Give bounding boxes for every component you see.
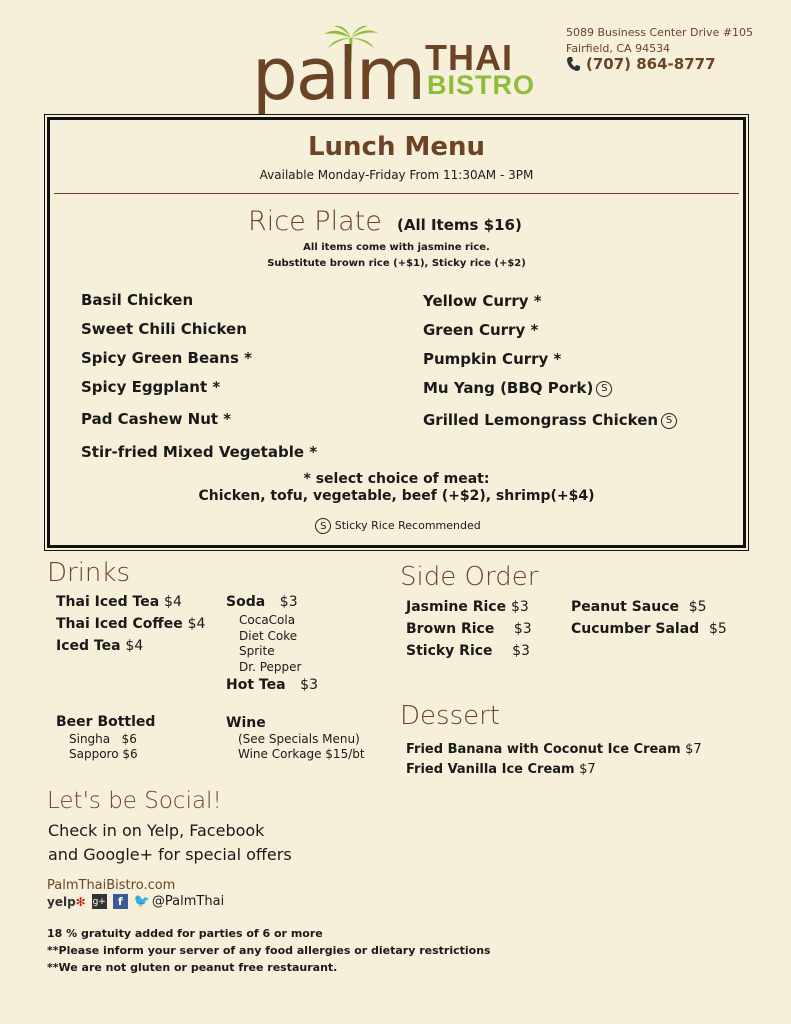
- footer-gluten: **We are not gluten or peanut free restaurant.: [47, 961, 338, 974]
- phone-text: (707) 864-8777: [586, 55, 716, 73]
- side-name: Peanut Sauce: [571, 599, 679, 615]
- address-line2: Fairfield, CA 94534: [566, 42, 671, 55]
- side-item: [406, 643, 530, 659]
- meat-choice-note: * select choice of meat:: [303, 471, 490, 487]
- side-name: Cucumber Salad: [571, 621, 700, 637]
- drink-name: Iced Tea: [56, 638, 121, 654]
- beer-title: Beer Bottled: [56, 714, 156, 730]
- drink-name: Hot Tea: [226, 677, 286, 693]
- phone-number[interactable]: [566, 55, 716, 73]
- drink-price: $3: [279, 594, 298, 610]
- wine-title: Wine: [226, 715, 266, 731]
- menu-item: [423, 379, 612, 397]
- website-link[interactable]: PalmThaiBistro.com: [47, 878, 176, 893]
- footer-allergy: **Please inform your server of any food allergies or dietary restrictions: [47, 944, 491, 957]
- dessert-price: $7: [685, 742, 702, 757]
- sticky-rice-s-icon: S: [661, 413, 677, 429]
- drink-item: [226, 594, 298, 610]
- soda-option: Sprite: [239, 644, 275, 658]
- menu-item: Sweet Chili Chicken: [81, 320, 247, 338]
- side-price: $3: [510, 599, 529, 615]
- drink-item: [56, 594, 182, 610]
- soda-option: CocaCola: [239, 613, 296, 627]
- side-price: $3: [512, 643, 530, 659]
- lunch-menu-title: Lunch Menu: [307, 132, 486, 162]
- drink-name: Soda: [226, 594, 266, 610]
- wine-option: (See Specials Menu): [238, 732, 360, 746]
- side-item: [571, 621, 727, 637]
- side-name: Brown Rice: [406, 621, 495, 637]
- wine-option: Wine Corkage $15/bt: [238, 747, 365, 761]
- side-item: [406, 599, 529, 615]
- side-item: [571, 599, 707, 615]
- twitter-icon: 🐦: [133, 894, 150, 909]
- footer-gratuity: 18 % gratuity added for parties of 6 or more: [47, 927, 323, 940]
- lunch-menu-box: [47, 117, 746, 548]
- menu-item: Pad Cashew Nut *: [81, 410, 232, 428]
- side-name: Sticky Rice: [406, 643, 493, 659]
- dessert-price: $7: [579, 762, 596, 777]
- dessert-title: Dessert: [400, 701, 500, 731]
- logo-thai-text: THAI: [425, 37, 513, 78]
- menu-item: [423, 411, 677, 429]
- drink-price: $3: [300, 677, 318, 693]
- menu-item-label: Grilled Lemongrass Chicken: [423, 411, 659, 429]
- yelp-burst-icon: ✻: [75, 894, 86, 909]
- rice-note: All items come with jasmine rice.: [303, 242, 490, 253]
- side-item: [406, 621, 532, 637]
- sticky-rice-s-icon: S: [315, 518, 331, 534]
- sticky-rice-legend-text: Sticky Rice Recommended: [334, 519, 481, 532]
- dessert-item: [406, 742, 702, 757]
- menu-item: Green Curry *: [423, 321, 539, 339]
- menu-item: Spicy Eggplant *: [81, 378, 221, 396]
- dessert-name: Fried Banana with Coconut Ice Cream: [406, 742, 681, 757]
- beer-option: Singha $6: [69, 732, 137, 746]
- menu-item: Stir-fried Mixed Vegetable *: [81, 443, 318, 461]
- rice-plate-title: Rice Plate: [248, 206, 382, 237]
- soda-option: Dr. Pepper: [239, 660, 302, 674]
- google-plus-icon[interactable]: g+: [92, 894, 107, 909]
- menu-item-label: Mu Yang (BBQ Pork): [423, 379, 594, 397]
- meat-choice-options: Chicken, tofu, vegetable, beef (+$2), shrimp(+$4): [198, 488, 595, 504]
- beer-option: Sapporo $6: [69, 747, 138, 761]
- social-line: Check in on Yelp, Facebook: [48, 821, 265, 840]
- phone-icon: [566, 56, 582, 72]
- sticky-rice-legend: [50, 518, 743, 534]
- drink-name: Thai Iced Coffee: [56, 616, 183, 632]
- menu-item: Basil Chicken: [81, 291, 194, 309]
- rice-plate-price: (All Items $16): [397, 216, 522, 234]
- yelp-icon[interactable]: [47, 895, 86, 909]
- address-line1: 5089 Business Center Drive #105: [566, 26, 754, 39]
- social-line: and Google+ for special offers: [48, 845, 292, 864]
- drink-item: [56, 638, 143, 654]
- lunch-menu-hours: Available Monday-Friday From 11:30AM - 3PM: [259, 168, 534, 182]
- logo-bistro-text: BISTRO: [427, 70, 536, 100]
- twitter-handle-text: @PalmThai: [151, 894, 225, 909]
- side-price: $3: [513, 621, 532, 637]
- menu-item: Yellow Curry *: [423, 292, 542, 310]
- side-price: $5: [688, 599, 707, 615]
- yelp-text: yelp: [47, 894, 76, 909]
- menu-item: Spicy Green Beans *: [81, 349, 252, 367]
- social-title: Let's be Social!: [47, 788, 222, 814]
- side-order-title: Side Order: [400, 562, 539, 592]
- drinks-title: Drinks: [47, 558, 131, 588]
- menu-item: Pumpkin Curry *: [423, 350, 562, 368]
- dessert-item: [406, 762, 596, 777]
- drink-price: $4: [125, 638, 144, 654]
- side-price: $5: [708, 621, 727, 637]
- rice-substitute-note: Substitute brown rice (+$1), Sticky rice (+$2): [267, 258, 526, 269]
- soda-option: Diet Coke: [239, 629, 298, 643]
- drink-item: [226, 677, 318, 693]
- drink-price: $4: [164, 594, 182, 610]
- sticky-rice-s-icon: S: [596, 381, 612, 397]
- drink-item: [56, 616, 205, 632]
- side-name: Jasmine Rice: [406, 599, 507, 615]
- dessert-name: Fried Vanilla Ice Cream: [406, 762, 575, 777]
- drink-name: Thai Iced Tea: [56, 594, 160, 610]
- twitter-handle[interactable]: [134, 894, 224, 909]
- logo-palm-text: palm: [252, 32, 424, 116]
- facebook-icon[interactable]: f: [113, 894, 128, 909]
- drink-price: $4: [187, 616, 206, 632]
- divider: [54, 193, 739, 194]
- social-icons-row: [47, 894, 224, 909]
